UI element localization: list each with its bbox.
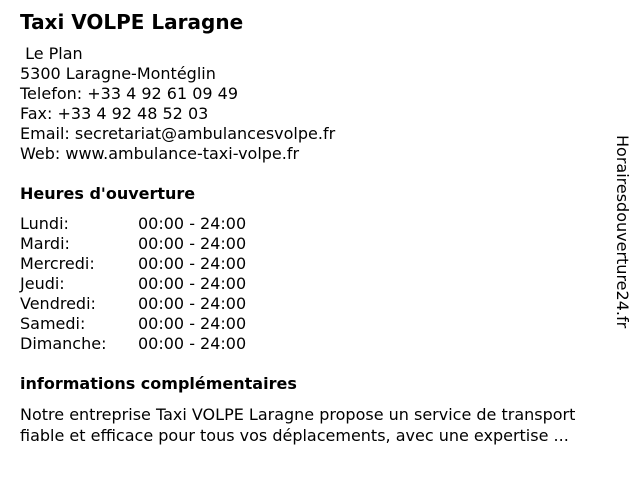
address-street: Le Plan (20, 44, 83, 63)
opening-hours-heading: Heures d'ouverture (20, 184, 196, 203)
contact-block (20, 44, 335, 164)
hours-row-monday (20, 214, 280, 234)
day-label: Mercredi: (20, 254, 95, 273)
day-label: Vendredi: (20, 294, 96, 313)
hours-row-saturday (20, 314, 280, 334)
email-address: Email: secretariat@ambulancesvolpe.fr (20, 124, 336, 143)
hours-row-wednesday (20, 254, 280, 274)
day-label: Mardi: (20, 234, 70, 253)
description-line: Notre entreprise Taxi VOLPE Laragne propose un service de transport (20, 405, 576, 424)
day-label: Samedi: (20, 314, 86, 333)
hours-row-thursday (20, 274, 280, 294)
website-address: Web: www.ambulance-taxi-volpe.fr (20, 144, 300, 163)
day-label: Jeudi: (20, 274, 65, 293)
time-range: 00:00 - 24:00 (138, 294, 247, 313)
time-range: 00:00 - 24:00 (138, 234, 247, 253)
site-watermark: Horairesdouverture24.fr (613, 135, 632, 329)
time-range: 00:00 - 24:00 (138, 214, 247, 233)
additional-info-heading: informations complémentaires (20, 374, 297, 393)
day-label: Dimanche: (20, 334, 107, 353)
opening-hours-list (20, 214, 280, 354)
hours-row-tuesday (20, 234, 280, 254)
time-range: 00:00 - 24:00 (138, 314, 247, 333)
hours-row-sunday (20, 334, 280, 354)
day-label: Lundi: (20, 214, 69, 233)
phone-number: Telefon: +33 4 92 61 09 49 (20, 84, 239, 103)
time-range: 00:00 - 24:00 (138, 274, 247, 293)
business-description (20, 404, 620, 446)
address-city: 5300 Laragne-Montéglin (20, 64, 216, 83)
time-range: 00:00 - 24:00 (138, 334, 247, 353)
hours-row-friday (20, 294, 280, 314)
time-range: 00:00 - 24:00 (138, 254, 247, 273)
business-name: Taxi VOLPE Laragne (20, 10, 244, 34)
description-line: fiable et efficace pour tous vos déplacements, avec une expertise ... (20, 426, 569, 445)
fax-number: Fax: +33 4 92 48 52 03 (20, 104, 209, 123)
